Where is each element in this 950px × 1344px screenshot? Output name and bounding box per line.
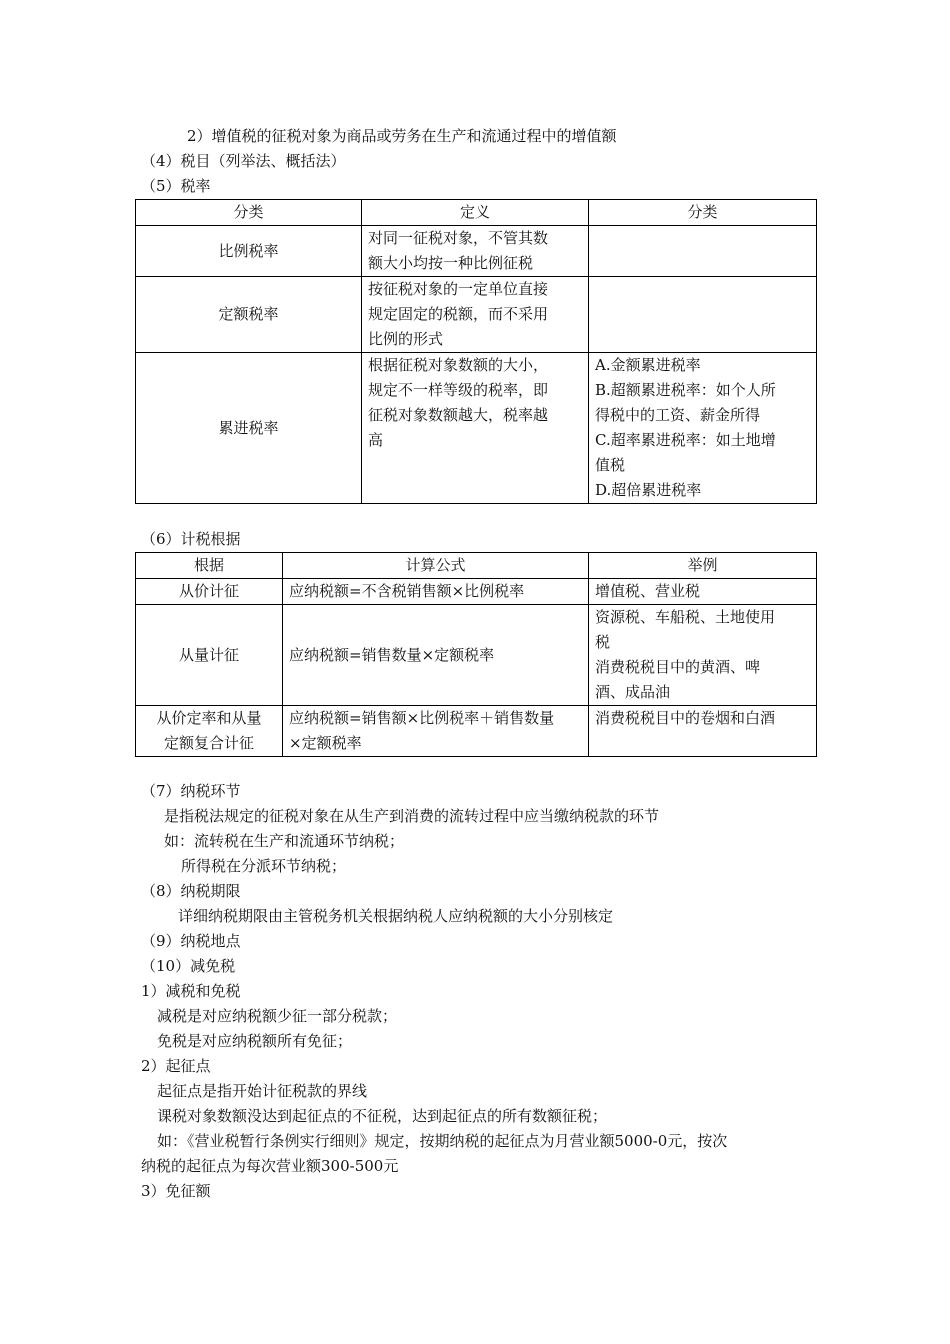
table-header-cell: 分类 bbox=[136, 200, 362, 226]
cell-line: 税 bbox=[595, 633, 611, 651]
example-cell: 消费税税目中的卷烟和白酒 bbox=[589, 706, 817, 757]
subheading: 1）减税和免税 bbox=[141, 982, 241, 1000]
cell-line: 应纳税额=销售额×比例税率＋销售数量 bbox=[289, 709, 555, 727]
cell-line: 得税中的工资、薪金所得 bbox=[595, 406, 761, 424]
table-header-row bbox=[136, 553, 817, 579]
table-header-cell: 计算公式 bbox=[283, 553, 589, 579]
tax-basis-table bbox=[135, 552, 817, 757]
basis-cell bbox=[136, 706, 283, 757]
rate-name-cell: 比例税率 bbox=[136, 226, 362, 277]
table-row bbox=[136, 277, 817, 353]
formula-cell: 应纳税额=不含税销售额×比例税率 bbox=[283, 579, 589, 605]
heading-tax-place: （9）纳税地点 bbox=[141, 932, 241, 950]
heading-tax-basis: （6）计税根据 bbox=[141, 530, 241, 548]
text-line: 免税是对应纳税额所有免征； bbox=[157, 1032, 353, 1050]
subheading: 2）起征点 bbox=[141, 1057, 211, 1075]
table-header-cell: 分类 bbox=[589, 200, 817, 226]
tax-rate-table bbox=[135, 199, 817, 504]
formula-cell: 应纳税额=销售数量×定额税率 bbox=[283, 605, 589, 706]
cell-line: 对同一征税对象，不管其数 bbox=[368, 229, 549, 247]
table-row bbox=[136, 353, 817, 504]
cell-line: 资源税、车船税、土地使用 bbox=[595, 608, 776, 626]
table-row bbox=[136, 706, 817, 757]
text-line: 所得税在分派环节纳税； bbox=[181, 857, 347, 875]
cell-line: 额大小均按一种比例征税 bbox=[368, 254, 534, 272]
example-cell bbox=[589, 605, 817, 706]
rate-types-cell bbox=[589, 353, 817, 504]
cell-line: 从价定率和从量 bbox=[156, 709, 262, 727]
heading-tax-items: （4）税目（列举法、概括法） bbox=[141, 152, 346, 170]
table-row bbox=[136, 226, 817, 277]
cell-line: 高 bbox=[368, 431, 384, 449]
basis-cell: 从量计征 bbox=[136, 605, 283, 706]
cell-line: 比例的形式 bbox=[368, 330, 444, 348]
cell-line: 根据征税对象数额的大小， bbox=[368, 356, 549, 374]
table-row bbox=[136, 579, 817, 605]
text-line: 起征点是指开始计征税款的界线 bbox=[157, 1082, 368, 1100]
table-header-cell: 举例 bbox=[589, 553, 817, 579]
cell-line: A.金额累进税率 bbox=[595, 356, 701, 374]
cell-line: 值税 bbox=[595, 456, 626, 474]
rate-name-cell: 定额税率 bbox=[136, 277, 362, 353]
table-header-cell: 根据 bbox=[136, 553, 283, 579]
rate-name-cell: 累进税率 bbox=[136, 353, 362, 504]
heading-tax-relief: （10）减免税 bbox=[141, 957, 236, 975]
text-line: 如：《营业税暂行条例实行细则》规定，按期纳税的起征点为月营业额5000-0元，按次 bbox=[157, 1132, 728, 1150]
heading-tax-link: （7）纳税环节 bbox=[141, 782, 241, 800]
heading-tax-period: （8）纳税期限 bbox=[141, 882, 241, 900]
rate-types-cell bbox=[589, 226, 817, 277]
subheading: 3）免征额 bbox=[141, 1182, 211, 1200]
text-line: 详细纳税期限由主管税务机关根据纳税人应纳税额的大小分别核定 bbox=[178, 907, 614, 925]
cell-line: 规定固定的税额，而不采用 bbox=[368, 305, 549, 323]
rate-definition-cell bbox=[362, 277, 589, 353]
cell-line: 酒、成品油 bbox=[595, 683, 671, 701]
cell-line: 规定不一样等级的税率，即 bbox=[368, 381, 549, 399]
cell-line: D.超倍累进税率 bbox=[595, 481, 702, 499]
text-line: 是指税法规定的征税对象在从生产到消费的流转过程中应当缴纳税款的环节 bbox=[164, 807, 660, 825]
text-line: 纳税的起征点为每次营业额300-500元 bbox=[141, 1157, 399, 1175]
cell-line: 按征税对象的一定单位直接 bbox=[368, 280, 549, 298]
text-line: 减税是对应纳税额少征一部分税款； bbox=[157, 1007, 398, 1025]
rate-types-cell bbox=[589, 277, 817, 353]
text-line: 如：流转税在生产和流通环节纳税； bbox=[164, 832, 405, 850]
heading-tax-rate: （5）税率 bbox=[141, 177, 211, 195]
cell-line: 征税对象数额越大，税率越 bbox=[368, 406, 549, 424]
example-cell: 增值税、营业税 bbox=[589, 579, 817, 605]
table-header-row bbox=[136, 200, 817, 226]
cell-line: C.超率累进税率：如土地增 bbox=[595, 431, 776, 449]
table-row bbox=[136, 605, 817, 706]
text-line: 课税对象数额没达到起征点的不征税，达到起征点的所有数额征税； bbox=[157, 1107, 608, 1125]
rate-definition-cell bbox=[362, 353, 589, 504]
formula-cell bbox=[283, 706, 589, 757]
basis-cell: 从价计征 bbox=[136, 579, 283, 605]
cell-line: B.超额累进税率：如个人所 bbox=[595, 381, 776, 399]
cell-line: 定额复合计征 bbox=[163, 734, 254, 752]
cell-line: ×定额税率 bbox=[289, 734, 362, 752]
rate-definition-cell bbox=[362, 226, 589, 277]
table-header-cell: 定义 bbox=[362, 200, 589, 226]
cell-line: 消费税税目中的黄酒、啤 bbox=[595, 658, 761, 676]
text-line: 2）增值税的征税对象为商品或劳务在生产和流通过程中的增值额 bbox=[187, 127, 617, 145]
